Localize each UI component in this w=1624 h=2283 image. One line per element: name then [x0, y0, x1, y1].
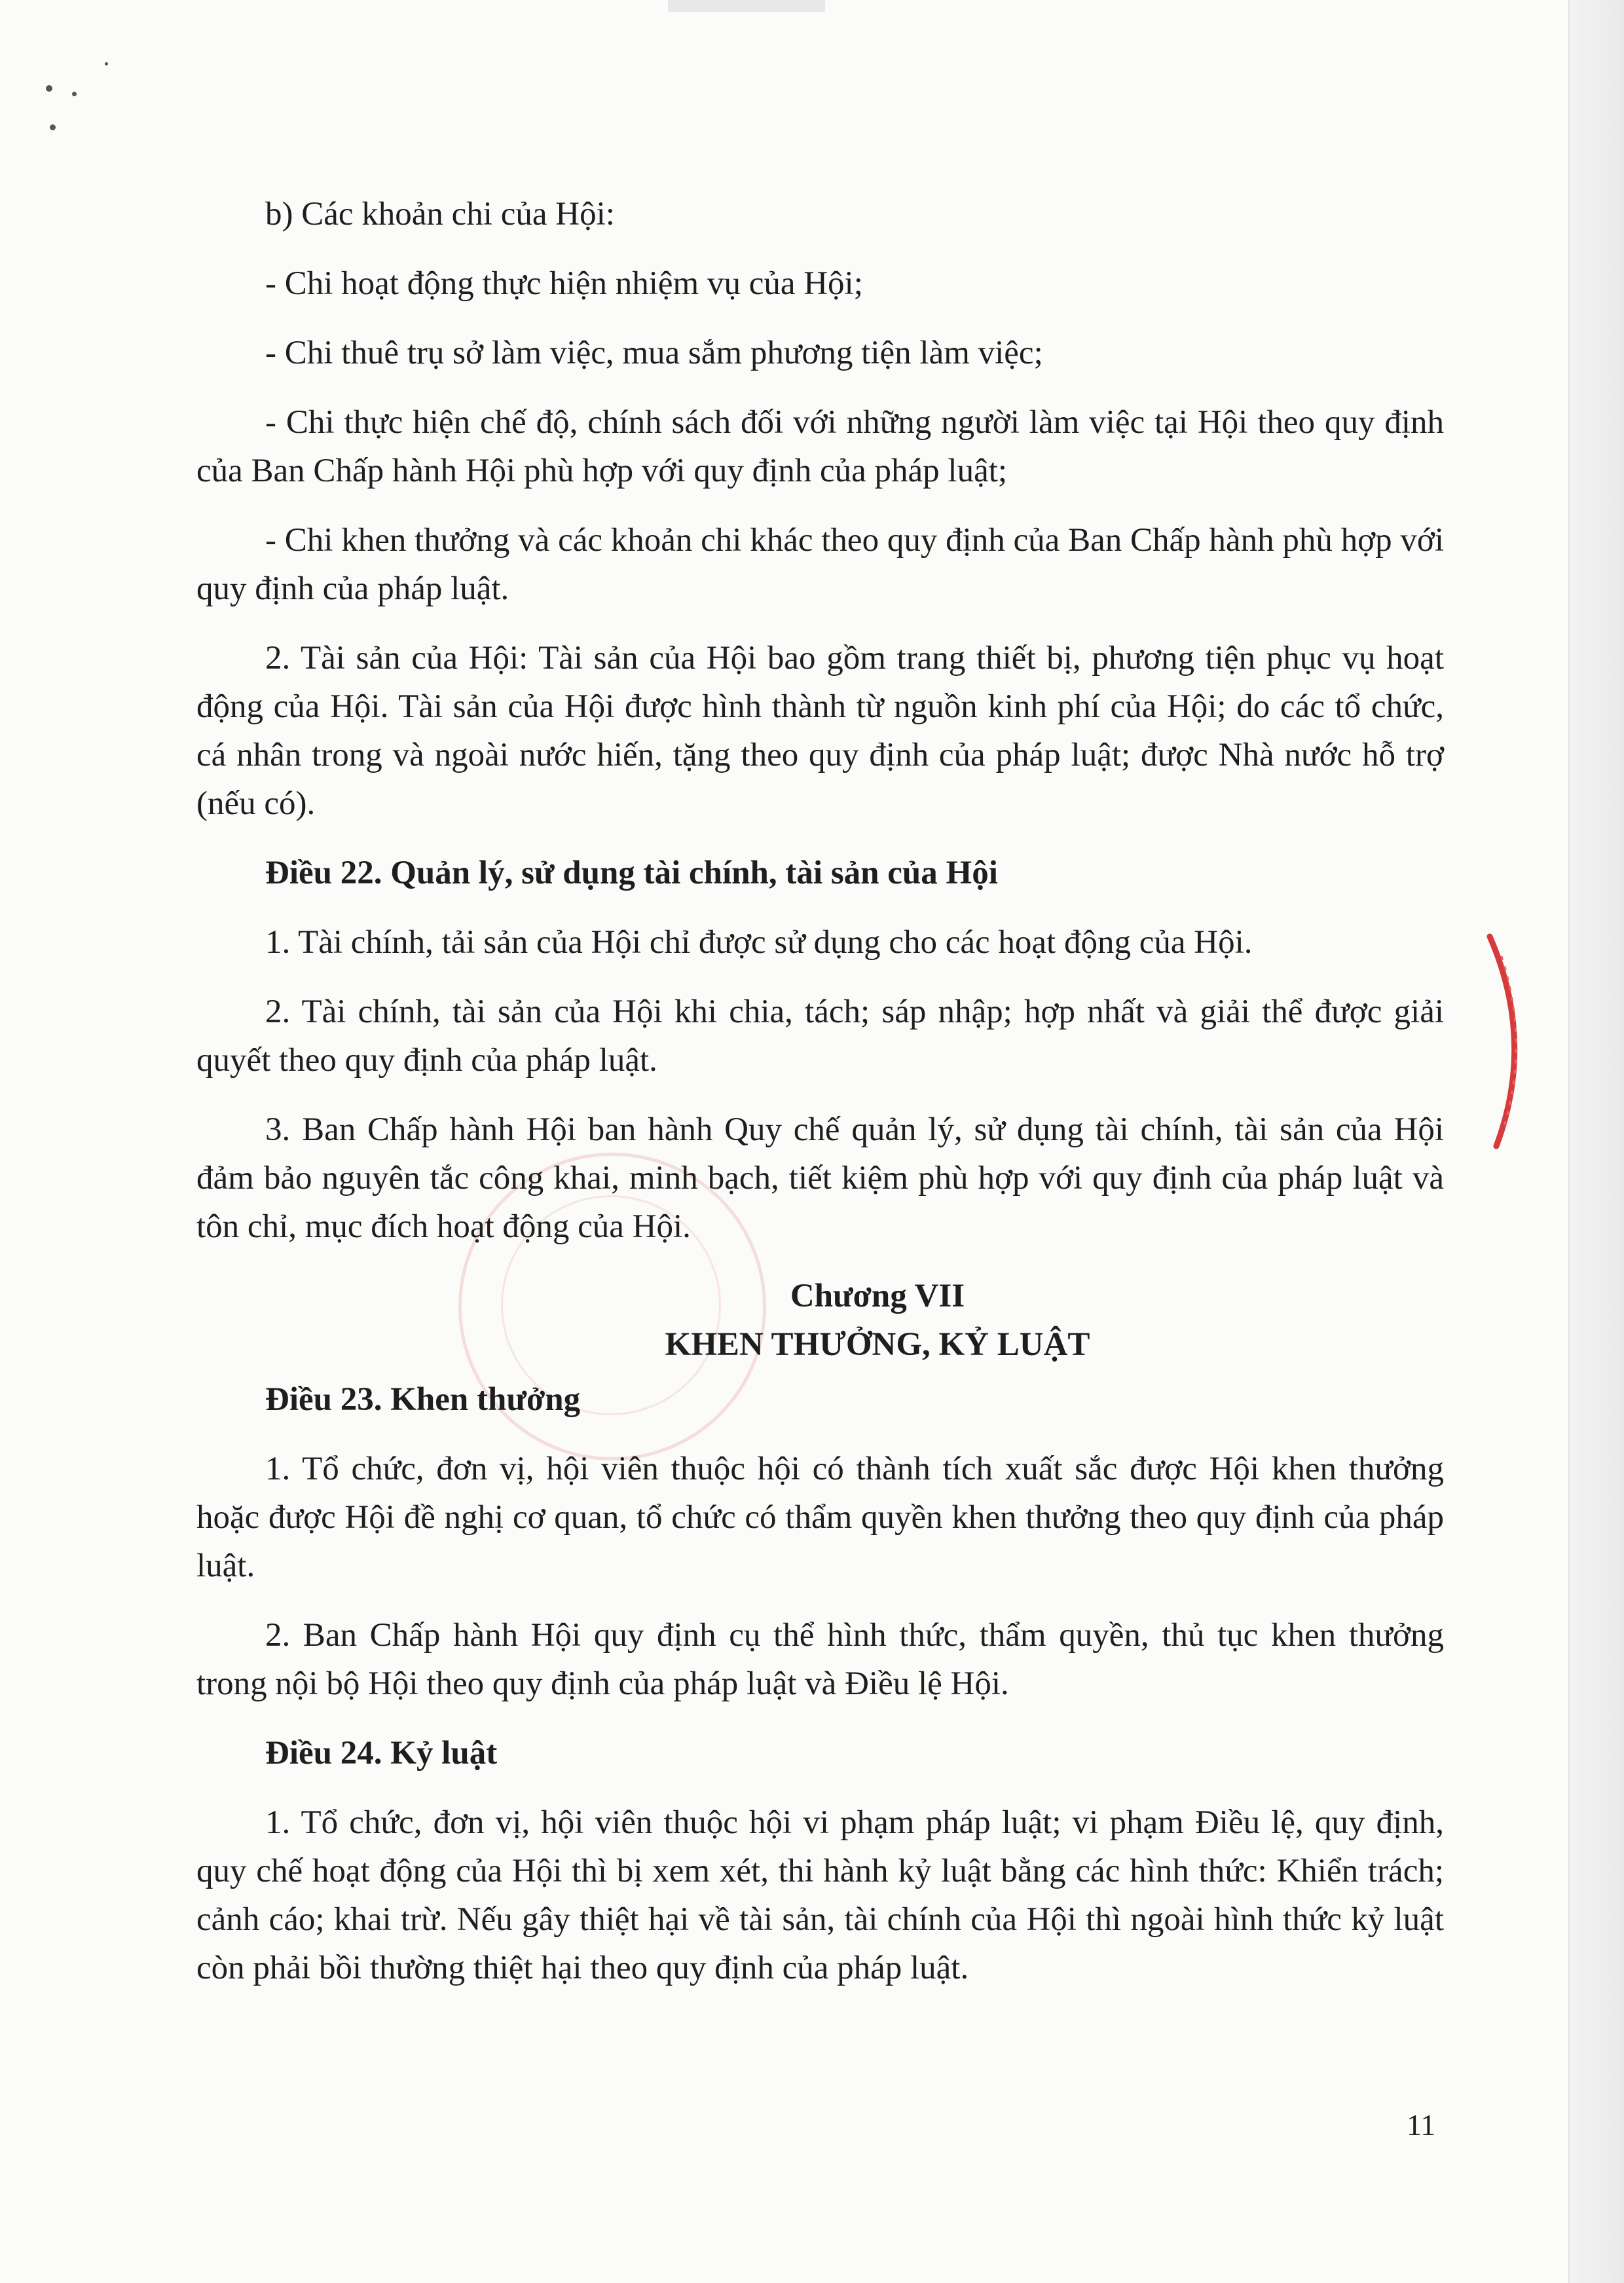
paragraph: - Chi thực hiện chế độ, chính sách đối với những người làm việc tại Hội theo quy định của Ban Chấp hành Hội phù hợp với quy định của pháp luật;	[196, 404, 1444, 489]
page-edge-shadow	[1568, 0, 1624, 2283]
article-22-item: 3. Ban Chấp hành Hội ban hành Quy chế quản lý, sử dụng tài chính, tài sản của Hội đảm bảo nguyên tắc công khai, minh bạch, tiết kiệm phù hợp với quy định của pháp luật và tôn chỉ, mục đích hoạt động của Hội.	[196, 1111, 1444, 1245]
red-seal-edge	[1483, 930, 1542, 1153]
article-23-item: 1. Tổ chức, đơn vị, hội viên thuộc hội có thành tích xuất sắc được Hội khen thưởng hoặc được Hội đề nghị cơ quan, tổ chức có thẩm quyền khen thưởng theo quy định của pháp luật.	[196, 1451, 1444, 1584]
scan-speck	[72, 92, 77, 96]
paragraph: - Chi khen thưởng và các khoản chi khác theo quy định của Ban Chấp hành phù hợp với quy định của pháp luật.	[196, 522, 1444, 607]
scan-speck	[50, 124, 56, 130]
chapter-title: KHEN THƯỞNG, KỶ LUẬT	[665, 1326, 1090, 1363]
paragraph: b) Các khoản chi của Hội:	[265, 196, 615, 232]
document-body	[196, 190, 1444, 2013]
scan-speck	[105, 62, 108, 65]
article-24-item: 1. Tổ chức, đơn vị, hội viên thuộc hội vi phạm pháp luật; vi phạm Điều lệ, quy định, quy chế hoạt động của Hội thì bị xem xét, thi hành kỷ luật bằng các hình thức: Khiển trách; cảnh cáo; khai trừ. Nếu gây thiệt hại về tài sản, tài chính của Hội thì ngoài hình thức kỷ luật còn phải bồi thường thiệt hại theo quy định của pháp luật.	[196, 1804, 1444, 1986]
article-22-heading: Điều 22. Quản lý, sử dụng tài chính, tài sản của Hội	[265, 855, 998, 891]
article-23-heading: Điều 23. Khen thưởng	[265, 1381, 581, 1418]
scan-speck	[46, 85, 52, 92]
paragraph: 2. Tài sản của Hội: Tài sản của Hội bao gồm trang thiết bị, phương tiện phục vụ hoạt động của Hội. Tài sản của Hội được hình thành từ nguồn kinh phí của Hội; do các tổ chức, cá nhân trong và ngoài nước hiến, tặng theo quy định của pháp luật; được Nhà nước hỗ trợ (nếu có).	[196, 640, 1444, 822]
chapter-number: Chương VII	[790, 1278, 965, 1314]
article-22-item: 2. Tài chính, tài sản của Hội khi chia, tách; sáp nhập; hợp nhất và giải thể được giải quyết theo quy định của pháp luật.	[196, 993, 1444, 1079]
paragraph: - Chi hoạt động thực hiện nhiệm vụ của Hội;	[265, 265, 863, 302]
paragraph: - Chi thuê trụ sở làm việc, mua sắm phương tiện làm việc;	[265, 335, 1043, 371]
scan-smudge	[668, 0, 825, 12]
article-23-item: 2. Ban Chấp hành Hội quy định cụ thể hình thức, thẩm quyền, thủ tục khen thưởng trong nội bộ Hội theo quy định của pháp luật và Điều lệ Hội.	[196, 1617, 1444, 1702]
article-24-heading: Điều 24. Kỷ luật	[265, 1735, 498, 1772]
article-22-item: 1. Tài chính, tải sản của Hội chỉ được sử dụng cho các hoạt động của Hội.	[265, 924, 1253, 961]
page-number: 11	[1407, 2108, 1436, 2142]
